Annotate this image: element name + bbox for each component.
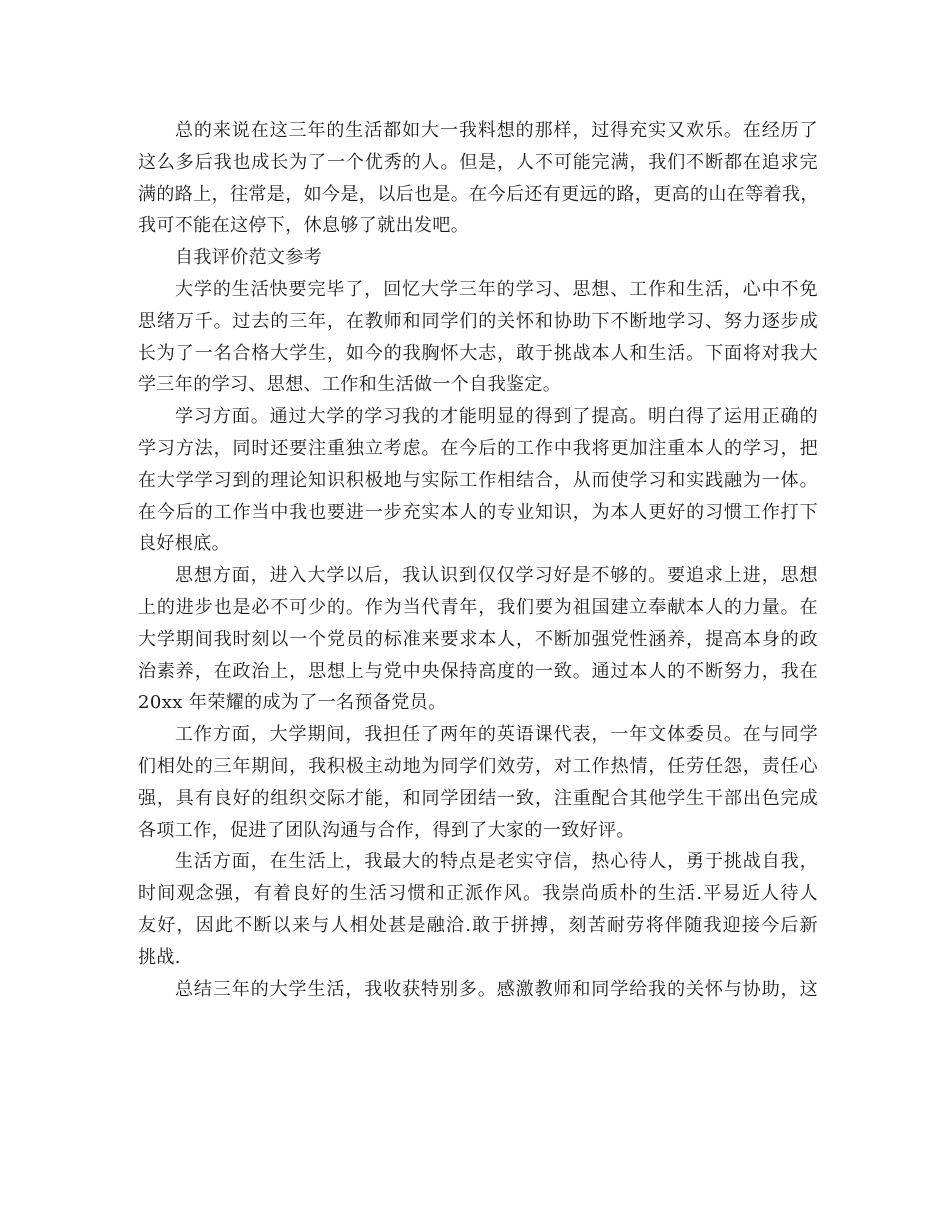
- text-line: 强，具有良好的组织交际才能，和同学团结一致，注重配合其他学生干部出色完成: [138, 787, 818, 809]
- paragraph: [138, 274, 818, 401]
- text-line: 生活方面，在生活上，我最大的特点是老实守信，热心待人，勇于挑战自我，: [175, 851, 818, 873]
- text-line: 学三年的学习、思想、工作和生活做一个自我鉴定。: [138, 374, 562, 396]
- text-line: 在今后的工作当中我也要进一步充实本人的专业知识，为本人更好的习惯工作打下: [138, 501, 818, 523]
- text-line: 大学的生活快要完毕了，回忆大学三年的学习、思想、工作和生活，心中不免: [175, 278, 818, 300]
- paragraph: [138, 974, 818, 1006]
- paragraph: [138, 401, 818, 560]
- text-line: 思想方面，进入大学以后，我认识到仅仅学习好是不够的。要追求上进，思想: [175, 565, 818, 587]
- paragraph: [138, 560, 818, 719]
- text-line: 上的进步也是必不可少的。作为当代青年，我们要为祖国建立奉献本人的力量。在: [138, 596, 818, 618]
- document-body: [138, 115, 818, 1005]
- text-line: 大学期间我时刻以一个党员的标准来要求本人，不断加强党性涵养，提高本身的政: [138, 628, 818, 650]
- text-line: 长为了一名合格大学生，如今的我胸怀大志，敢于挑战本人和生活。下面将对我大: [138, 342, 818, 364]
- paragraph: [138, 719, 818, 846]
- paragraph: [138, 846, 818, 973]
- text-line: 治素养，在政治上，思想上与党中央保持高度的一致。通过本人的不断努力，我在: [138, 660, 818, 682]
- text-line: 20xx 年荣耀的成为了一名预备党员。: [138, 692, 447, 714]
- text-line: 们相处的三年期间，我积极主动地为同学们效劳，对工作热情，任劳任怨，责任心: [138, 755, 818, 777]
- paragraph: [138, 115, 818, 242]
- text-line: 思绪万千。过去的三年，在教师和同学们的关怀和协助下不断地学习、努力逐步成: [138, 310, 818, 332]
- text-line: 工作方面，大学期间，我担任了两年的英语课代表，一年文体委员。在与同学: [175, 724, 818, 746]
- text-line: 良好根底。: [138, 533, 230, 555]
- text-line: 总的来说在这三年的生活都如大一我料想的那样，过得充实又欢乐。在经历了: [175, 120, 818, 141]
- text-line: 在大学学习到的理论知识积极地与实际工作相结合，从而使学习和实践融为一体。: [138, 469, 818, 491]
- text-line: 友好，因此不断以来与人相处甚是融洽.敢于拼搏，刻苦耐劳将伴随我迎接今后新: [138, 914, 818, 936]
- text-line: 时间观念强，有着良好的生活习惯和正派作风。我崇尚质朴的生活.平易近人待人: [138, 883, 818, 905]
- text-line: 自我评价范文参考: [175, 247, 323, 269]
- text-line: 挑战.: [138, 946, 181, 968]
- section-title: [138, 242, 818, 274]
- text-line: 各项工作，促进了团队沟通与合作，得到了大家的一致好评。: [138, 819, 635, 841]
- text-line: 满的路上，往常是，如今是，以后也是。在今后还有更远的路，更高的山在等着我，: [138, 183, 819, 205]
- text-line: 学习方面。通过大学的学习我的才能明显的得到了提高。明白得了运用正确的: [175, 406, 818, 428]
- text-line: 总结三年的大学生活，我收获特别多。感激教师和同学给我的关怀与协助，这: [175, 978, 818, 1000]
- text-line: 学习方法，同时还要注重独立考虑。在今后的工作中我将更加注重本人的学习，把: [138, 437, 818, 459]
- text-line: 我可不能在这停下，休息够了就出发吧。: [138, 215, 470, 237]
- text-line: 这么多后我也成长为了一个优秀的人。但是，人不可能完满，我们不断都在追求完: [138, 151, 818, 173]
